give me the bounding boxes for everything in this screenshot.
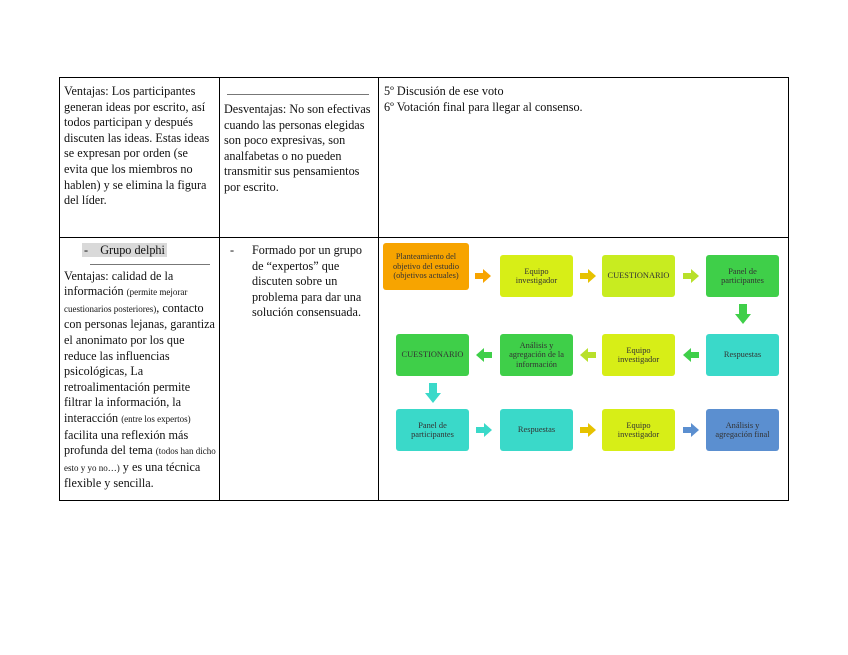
flow-node-panel-2: Panel de participantes [396,409,469,451]
flow-node-cuestionario-2: CUESTIONARIO [396,334,469,376]
delphi-heading-line [64,243,216,259]
arrow-right-icon [683,269,699,283]
flow-node-equipo-3: Equipo investigador [602,409,675,451]
arrow-right-icon [475,269,491,283]
column-divider-1 [219,78,220,500]
arrow-right-icon [683,423,699,437]
arrow-down-icon [425,383,441,403]
flow-node-respuestas-2: Respuestas [500,409,573,451]
ventajas-part-d: y es una técnica flexible y sencilla. [64,459,201,491]
flow-node-cuestionario-1: CUESTIONARIO [602,255,675,297]
delphi-desc-cell [224,243,374,321]
cell-rule [227,94,369,95]
delphi-ventajas [64,269,216,492]
ventajas-part-a: Ventajas: calidad de la información [64,268,174,299]
ventajas-text: Ventajas: Los participantes generan ideas por escrito, así todos participan y después discuten las ideas. Estas ideas se expresan por orden (se evita que los miembros no hablen) y se elimina la figura del líder. [64,84,210,208]
ventajas-note-1: (permite mejorar cuestionarios posteriores) [64,287,188,314]
column-divider-2 [378,78,379,500]
arrow-left-icon [476,348,492,362]
ventajas-cell [64,84,214,209]
delphi-desc: Formado por un grupo de “expertos” que discuten sobre un problema para dar una solución consensuada. [252,243,363,320]
desventajas-text: Desventajas: No son efectivas cuando las personas elegidas son poco expresivas, son analfabetas o no pueden transmitir sus pensamientos por escrito. [224,102,371,194]
flow-node-analisis-final: Análisis y agregación final [706,409,779,451]
flow-node-equipo-1: Equipo investigador [500,255,573,297]
step-5: 5º Discusión de ese voto [384,84,504,98]
row-divider [60,237,788,238]
ventajas-part-b: , contacto con personas lejanas, garantiza el anonimato por los que reduce las influencias psicológicas, La retroalimentación permite filtrar la información, la interacción [64,300,215,425]
ventajas-note-3: (todos han dicho esto y yo no…) [64,446,216,473]
heading-rule [90,264,210,265]
arrow-left-icon [683,348,699,362]
flow-node-respuestas-1: Respuestas [706,334,779,376]
heading-bullet: - [84,243,89,257]
flow-node-planteamiento: Planteamiento del objetivo del estudio (objetivos actuales) [383,243,469,290]
delphi-heading [82,243,167,257]
step-6: 6º Votación final para llegar al consenso. [384,99,583,114]
ventajas-part-c: facilita una reflexión más profunda del tema [64,427,189,458]
arrow-right-icon [476,423,492,437]
desventajas-cell [224,102,374,196]
arrow-down-icon [735,304,751,324]
flow-node-equipo-2: Equipo investigador [602,334,675,376]
delphi-cell [64,243,216,492]
flow-node-panel-1: Panel de participantes [706,255,779,297]
arrow-right-icon [580,269,596,283]
heading-text: Grupo delphi [100,243,165,257]
ventajas-note-2: (entre los expertos) [121,413,191,424]
flow-node-analisis-1: Análisis y agregación de la información [500,334,573,376]
desc-bullet: - [230,243,235,257]
steps-cell [384,84,784,115]
arrow-right-icon [580,423,596,437]
arrow-left-icon [580,348,596,362]
comparison-table [59,77,789,501]
